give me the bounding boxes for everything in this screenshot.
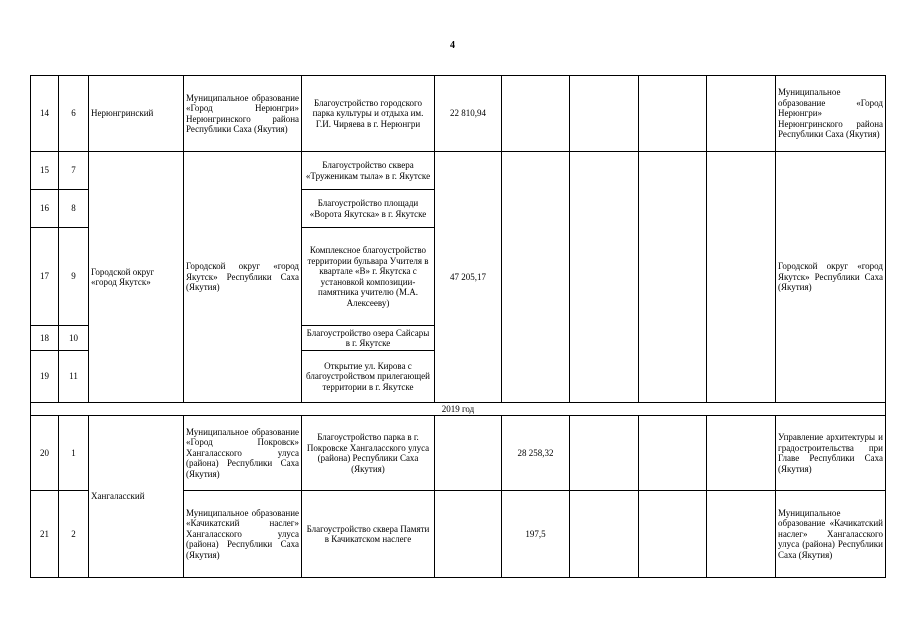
row-number: 15 bbox=[31, 152, 59, 190]
empty-cell bbox=[707, 491, 776, 578]
sub-number: 6 bbox=[59, 76, 89, 152]
empty-cell bbox=[639, 76, 707, 152]
district-cell: Городской округ «город Якутск» bbox=[89, 152, 184, 403]
year-row bbox=[31, 403, 886, 416]
amount-cell: 197,5 bbox=[502, 491, 570, 578]
responsible-cell: Муниципальное образование «Качикатский наслег» Хангаласского улуса (района) Республики Саха (Якутия) bbox=[776, 491, 886, 578]
empty-cell bbox=[570, 416, 639, 491]
empty-cell bbox=[707, 152, 776, 403]
empty-cell bbox=[639, 416, 707, 491]
municipality-cell: Городской округ «город Якутск» Республики Саха (Якутия) bbox=[184, 152, 302, 403]
program-table bbox=[30, 75, 886, 578]
table-row bbox=[31, 76, 886, 152]
table-row bbox=[31, 152, 886, 190]
sub-number: 1 bbox=[59, 416, 89, 491]
table-row bbox=[31, 416, 886, 491]
sub-number: 2 bbox=[59, 491, 89, 578]
row-number: 20 bbox=[31, 416, 59, 491]
municipality-cell: Муниципальное образование «Качикатский наслег» Хангаласского улуса (района) Республики Саха (Якутия) bbox=[184, 491, 302, 578]
empty-cell bbox=[707, 76, 776, 152]
year-label: 2019 год bbox=[31, 403, 886, 416]
row-number: 16 bbox=[31, 190, 59, 228]
empty-cell bbox=[639, 491, 707, 578]
amount-cell: 22 810,94 bbox=[435, 76, 502, 152]
project-cell: Комплексное благоустройство территории бульвара Учителя в квартале «В» г. Якутска с установкой композиции-памятника учителю (М.А. Алексееву) bbox=[302, 228, 435, 326]
project-cell: Открытие ул. Кирова с благоустройством прилегающей территории в г. Якутске bbox=[302, 351, 435, 403]
page-number: 4 bbox=[450, 40, 455, 51]
project-cell: Благоустройство парка в г. Покровске Хангаласского улуса (района) Республики Саха (Якутия) bbox=[302, 416, 435, 491]
sub-number: 11 bbox=[59, 351, 89, 403]
empty-cell bbox=[570, 76, 639, 152]
project-cell: Благоустройство площади «Ворота Якутска» в г. Якутске bbox=[302, 190, 435, 228]
sub-number: 10 bbox=[59, 326, 89, 351]
row-number: 19 bbox=[31, 351, 59, 403]
responsible-cell: Управление архитектуры и градостроительства при Главе Республики Саха (Якутия) bbox=[776, 416, 886, 491]
responsible-cell: Городской округ «город Якутск» Республики Саха (Якутия) bbox=[776, 152, 886, 403]
empty-cell bbox=[570, 491, 639, 578]
row-number: 17 bbox=[31, 228, 59, 326]
municipality-cell: Муниципальное образование «Город Покровск» Хангаласского улуса (района) Республики Саха (Якутия) bbox=[184, 416, 302, 491]
responsible-cell: Муниципальное образование «Город Нерюнгри» Нерюнгринского района Республики Саха (Якутия) bbox=[776, 76, 886, 152]
project-cell: Благоустройство городского парка культуры и отдыха им. Г.И. Чиряева в г. Нерюнгри bbox=[302, 76, 435, 152]
project-cell: Благоустройство сквера «Труженикам тыла» в г. Якутске bbox=[302, 152, 435, 190]
empty-cell bbox=[502, 76, 570, 152]
district-cell: Хангаласский bbox=[89, 416, 184, 578]
row-number: 18 bbox=[31, 326, 59, 351]
empty-cell bbox=[502, 152, 570, 403]
project-cell: Благоустройство озера Сайсары в г. Якутске bbox=[302, 326, 435, 351]
sub-number: 7 bbox=[59, 152, 89, 190]
project-cell: Благоустройство сквера Памяти в Качикатском наслеге bbox=[302, 491, 435, 578]
amount-cell: 28 258,32 bbox=[502, 416, 570, 491]
empty-cell bbox=[570, 152, 639, 403]
row-number: 14 bbox=[31, 76, 59, 152]
empty-cell bbox=[435, 491, 502, 578]
amount-cell: 47 205,17 bbox=[435, 152, 502, 403]
row-number: 21 bbox=[31, 491, 59, 578]
empty-cell bbox=[435, 416, 502, 491]
sub-number: 8 bbox=[59, 190, 89, 228]
sub-number: 9 bbox=[59, 228, 89, 326]
empty-cell bbox=[639, 152, 707, 403]
municipality-cell: Муниципальное образование «Город Нерюнгри» Нерюнгринского района Республики Саха (Якутия) bbox=[184, 76, 302, 152]
district-cell: Нерюнгринский bbox=[89, 76, 184, 152]
empty-cell bbox=[707, 416, 776, 491]
